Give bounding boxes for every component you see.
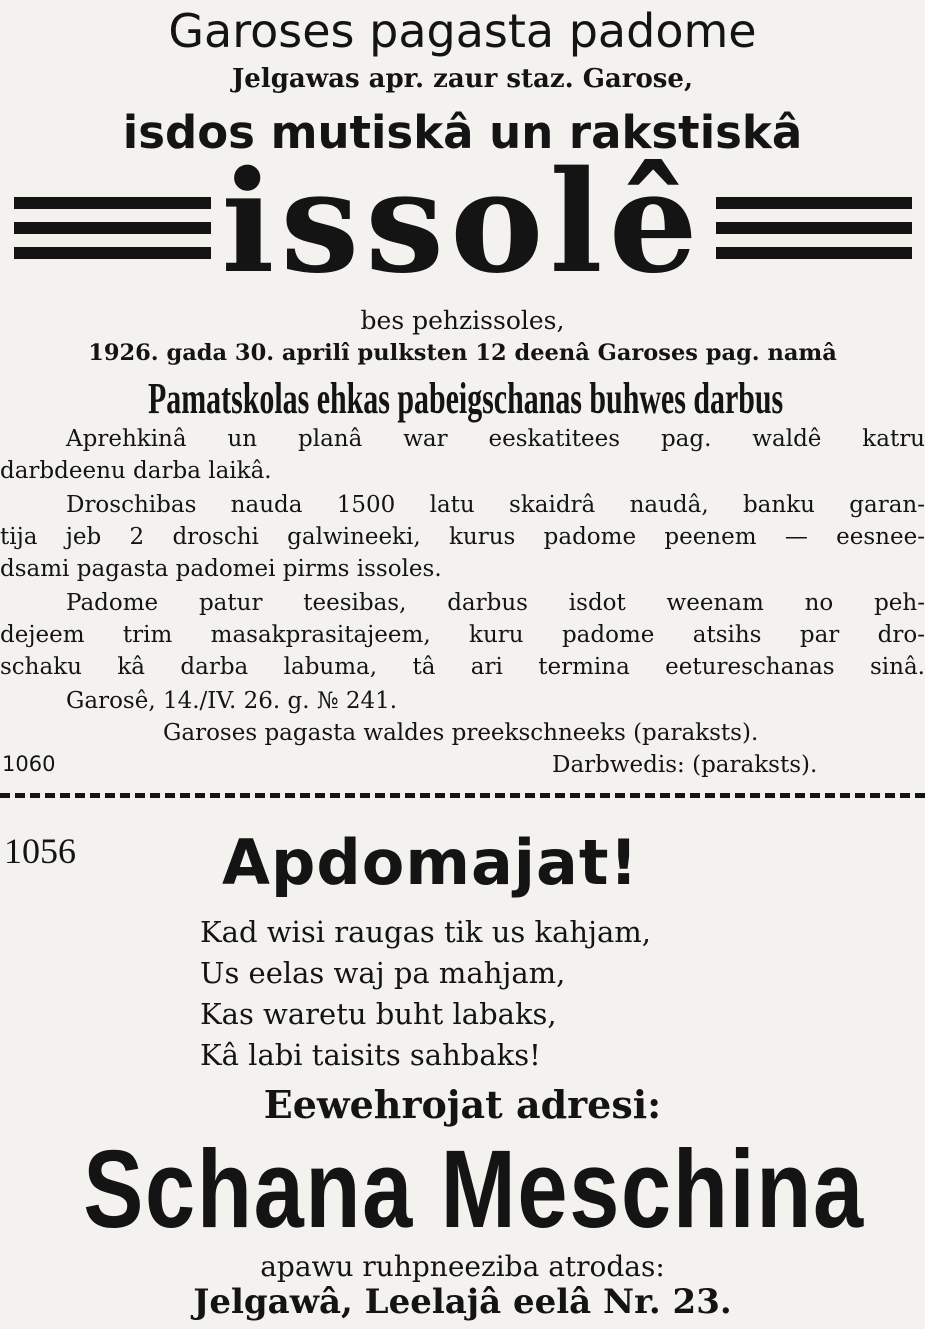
verse-line: Us eelas waj pa mahjam, — [200, 956, 566, 990]
paragraph-line: dsami pagasta padomei pirms issoles. — [0, 556, 442, 582]
place-date — [0, 685, 925, 717]
signature-clerk: Darbwedis: (paraksts). — [552, 752, 818, 778]
ad-title: Garoses pagasta padome — [168, 4, 757, 58]
ad-address: Jelgawâ, Leelajâ eelâ Nr. 23. — [193, 1282, 732, 1322]
ad-reference-number: 1056 — [4, 831, 76, 871]
ad-headline: Apdomajat! — [222, 826, 639, 899]
ad-intro: isdos mutiskâ un rakstiskâ — [122, 106, 803, 159]
ad-note: bes pehzissoles, — [360, 306, 565, 335]
divider — [0, 793, 925, 798]
paragraph-line: Aprehkinâ un planâ war eeskatitees pag. waldê katru — [66, 426, 925, 452]
ad-headline: issolê — [221, 141, 704, 305]
signature-chairman: Garoses pagasta waldes preekschneeks (paraksts). — [163, 720, 759, 746]
paragraph-line: Droschibas nauda 1500 latu skaidrâ naudâ, banku garan- — [66, 492, 925, 518]
place-date-line: Garosê, 14./IV. 26. g. № 241. — [66, 688, 398, 714]
ad-info: apawu ruhpneeziba atrodas: — [260, 1250, 665, 1283]
ad-note: Eewehrojat adresi: — [263, 1082, 662, 1127]
paragraph-line: darbdeenu darba laikâ. — [0, 458, 272, 484]
verse-line: Kad wisi raugas tik us kahjam, — [200, 915, 652, 949]
paragraph-line: Padome patur teesibas, darbus isdot weenam no peh- — [66, 590, 925, 616]
ad-reference-number: 1060 — [2, 752, 56, 776]
paragraph-line: tija jeb 2 droschi galwineeki, kurus padome peenem — eesnee- — [0, 524, 925, 550]
paragraph-security — [0, 489, 925, 585]
verse-line: Kâ labi taisits sahbaks! — [200, 1038, 541, 1072]
paragraph-line: dejeem trim masakprasitajeem, kuru padome atsihs par dro- — [0, 622, 925, 648]
paragraph-line: schaku kâ darba labuma, tâ ari termina eetureschanas sinâ. — [0, 654, 925, 680]
ad-topic: Pamatskolas ehkas pabeigschanas buhwes darbus — [148, 374, 784, 423]
paragraph-plans — [0, 423, 925, 487]
ad-business-name: Schana Meschina — [83, 1128, 865, 1251]
ad-date-line: 1926. gada 30. aprilî pulksten 12 deenâ Garoses pag. namâ — [88, 340, 837, 366]
ad-subtitle: Jelgawas apr. zaur staz. Garose, — [231, 64, 694, 94]
ad-verse — [200, 912, 651, 1076]
verse-line: Kas waretu buht labaks, — [200, 997, 557, 1031]
paragraph-rights — [0, 587, 925, 683]
